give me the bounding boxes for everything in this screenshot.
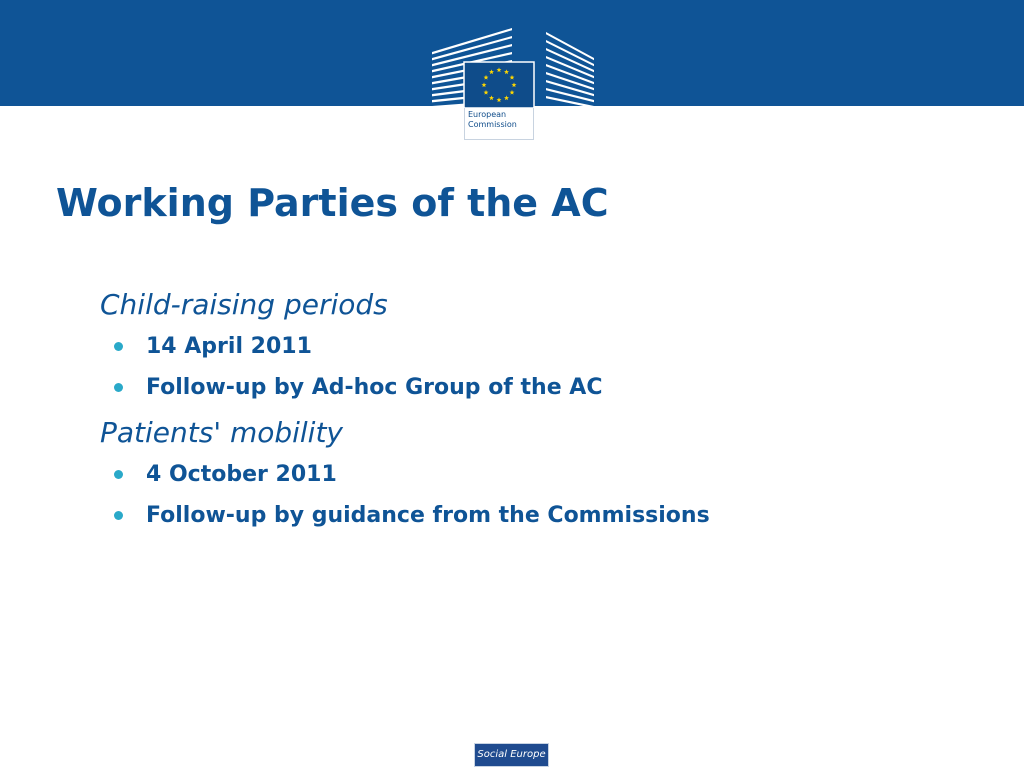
bullet-list <box>100 326 980 408</box>
bullet-item <box>100 454 980 495</box>
section-heading: Child-raising periods <box>100 288 388 321</box>
bullet-text: 14 April 2011 <box>146 334 312 359</box>
bullet-dot-icon <box>114 511 123 520</box>
social-europe-badge: Social Europe <box>474 743 549 767</box>
bullet-text: Follow-up by guidance from the Commissions <box>146 503 710 528</box>
bullet-text: Follow-up by Ad-hoc Group of the AC <box>146 375 603 400</box>
slide-title: Working Parties of the AC <box>56 181 609 225</box>
bullet-item <box>100 367 980 408</box>
logo-label <box>464 108 534 140</box>
logo-label-line2: Commission <box>468 120 517 129</box>
bullet-text: 4 October 2011 <box>146 462 337 487</box>
bullet-dot-icon <box>114 383 123 392</box>
bullet-item <box>100 495 980 536</box>
bullet-item <box>100 326 980 367</box>
slide-content <box>100 284 980 540</box>
section-child-raising <box>100 284 980 408</box>
european-commission-logo <box>430 28 596 144</box>
logo-label-line1: European <box>468 110 507 119</box>
bullet-dot-icon <box>114 342 123 351</box>
bullet-dot-icon <box>114 470 123 479</box>
section-patients-mobility <box>100 412 980 536</box>
bullet-list <box>100 454 980 536</box>
section-heading: Patients' mobility <box>100 416 344 449</box>
